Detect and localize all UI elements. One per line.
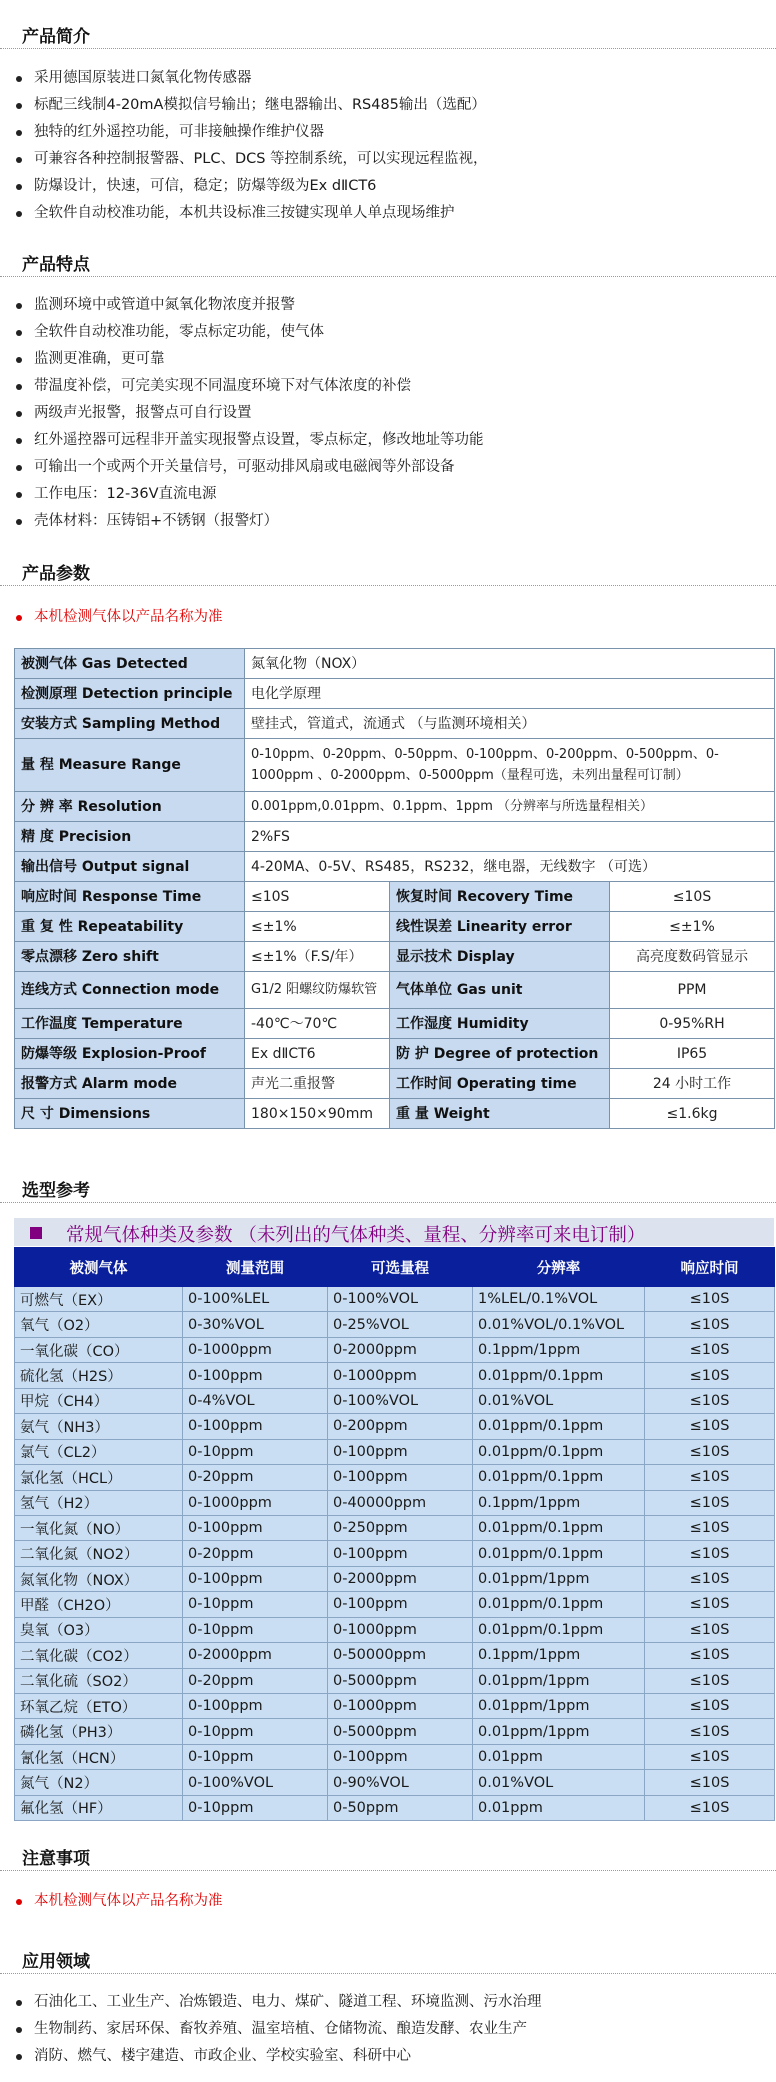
table-cell: 氮氧化物（NOX） [15,1566,183,1591]
table-row [15,1643,775,1668]
table-cell: 臭氧（O3） [15,1617,183,1642]
table-row [15,1039,775,1069]
gas-selection-table [14,1247,775,1821]
table-cell: 氟化氢（HF） [15,1795,183,1820]
param-value: ≤±1% [245,912,390,942]
column-header: 被测气体 [15,1248,183,1287]
table-cell: 0.01ppm/0.1ppm [473,1414,645,1439]
param-label: 重 量 Weight [390,1099,610,1129]
table-cell: 0-10ppm [183,1719,328,1744]
table-cell: 氢气（H2） [15,1490,183,1515]
intro-heading: 产品简介 [0,18,776,49]
table-row [15,1566,775,1591]
notice-list [0,1888,776,1915]
table-cell: 0.01ppm/1ppm [473,1694,645,1719]
table-cell: 0-20ppm [183,1465,328,1490]
param-value: IP65 [610,1039,775,1069]
table-cell: ≤10S [645,1439,775,1464]
table-cell: 0.01ppm/0.1ppm [473,1617,645,1642]
table-cell: 0-100ppm [183,1515,328,1540]
table-cell: 0-2000ppm [183,1643,328,1668]
table-row [15,1388,775,1413]
param-value: G1/2 阳螺纹防爆软管 [245,972,390,1009]
applications-heading: 应用领域 [0,1943,776,1974]
param-label: 防 护 Degree of protection [390,1039,610,1069]
table-row [15,792,775,822]
table-cell: 0.01ppm/1ppm [473,1668,645,1693]
table-cell: 0-100ppm [328,1465,473,1490]
table-row [15,942,775,972]
table-cell: 0-100%LEL [183,1287,328,1312]
param-value: 4-20MA、0-5V、RS485，RS232，继电器，无线数字 （可选） [245,852,775,882]
param-label: 输出信号 Output signal [15,852,245,882]
table-cell: 0-25%VOL [328,1312,473,1337]
table-cell: 0-100ppm [328,1439,473,1464]
table-cell: 二氧化氮（NO2） [15,1541,183,1566]
list-item: 壳体材料：压铸铝+不锈钢（报警灯） [0,508,776,535]
table-row [15,709,775,739]
table-cell: 0-100ppm [183,1566,328,1591]
table-header-row [15,1248,775,1287]
param-value: 壁挂式，管道式，流通式 （与监测环境相关） [245,709,775,739]
list-item: 防爆设计，快速，可信，稳定；防爆等级为Ex dⅡCT6 [0,173,776,200]
table-cell: 1%LEL/0.1%VOL [473,1287,645,1312]
table-row [15,1490,775,1515]
intro-list [0,65,776,227]
table-cell: ≤10S [645,1668,775,1693]
table-cell: 0.01ppm/0.1ppm [473,1515,645,1540]
list-item: 两级声光报警，报警点可自行设置 [0,400,776,427]
param-value: ≤10S [610,882,775,912]
param-label: 尺 寸 Dimensions [15,1099,245,1129]
table-row [15,1099,775,1129]
applications-list [0,1989,776,2070]
table-row [15,1592,775,1617]
column-header: 分辨率 [473,1248,645,1287]
table-row [15,649,775,679]
table-cell: 硫化氢（H2S） [15,1363,183,1388]
table-cell: 一氧化氮（NO） [15,1515,183,1540]
table-cell: 氰化氢（HCN） [15,1744,183,1769]
table-cell: 0-100ppm [328,1744,473,1769]
param-label: 响应时间 Response Time [15,882,245,912]
column-header: 响应时间 [645,1248,775,1287]
column-header: 可选量程 [328,1248,473,1287]
table-cell: 0-250ppm [328,1515,473,1540]
table-row [15,822,775,852]
param-label: 精 度 Precision [15,822,245,852]
param-label: 分 辨 率 Resolution [15,792,245,822]
table-cell: 0-2000ppm [328,1566,473,1591]
param-value: PPM [610,972,775,1009]
square-bullet-icon [30,1227,42,1239]
table-cell: 0-100ppm [183,1363,328,1388]
table-cell: 0-100%VOL [183,1770,328,1795]
list-item: 带温度补偿，可完美实现不同温度环境下对气体浓度的补偿 [0,373,776,400]
table-cell: 0-10ppm [183,1439,328,1464]
table-cell: 氨气（NH3） [15,1414,183,1439]
table-cell: 0-1000ppm [183,1490,328,1515]
param-label: 被测气体 Gas Detected [15,649,245,679]
table-cell: 0-40000ppm [328,1490,473,1515]
table-cell: 0-20ppm [183,1668,328,1693]
notice-item: 本机检测气体以产品名称为准 [0,1888,776,1915]
table-row [15,972,775,1009]
table-cell: ≤10S [645,1312,775,1337]
param-label: 报警方式 Alarm mode [15,1069,245,1099]
param-label: 安装方式 Sampling Method [15,709,245,739]
list-item: 独特的红外遥控功能，可非接触操作维护仪器 [0,119,776,146]
table-cell: ≤10S [645,1694,775,1719]
list-item: 可输出一个或两个开关量信号，可驱动排风扇或电磁阀等外部设备 [0,454,776,481]
param-label: 工作时间 Operating time [390,1069,610,1099]
table-cell: 0-50000ppm [328,1643,473,1668]
list-item: 生物制药、家居环保、畜牧养殖、温室培植、仓储物流、酿造发酵、农业生产 [0,2016,776,2043]
table-cell: 0-100ppm [183,1414,328,1439]
table-cell: 0-20ppm [183,1541,328,1566]
table-cell: 0.01ppm [473,1795,645,1820]
table-cell: 0-10ppm [183,1744,328,1769]
table-cell: 0.01ppm/0.1ppm [473,1592,645,1617]
param-label: 线性误差 Linearity error [390,912,610,942]
table-cell: 0-100%VOL [328,1388,473,1413]
note-item: 本机检测气体以产品名称为准 [0,604,776,631]
list-item: 全软件自动校准功能，本机共设标准三按键实现单人单点现场维护 [0,200,776,227]
table-row [15,1337,775,1362]
table-row [15,1668,775,1693]
table-cell: 可燃气（EX） [15,1287,183,1312]
table-cell: ≤10S [645,1592,775,1617]
param-label: 检测原理 Detection principle [15,679,245,709]
table-cell: 0.01ppm/1ppm [473,1566,645,1591]
table-cell: 二氧化碳（CO2） [15,1643,183,1668]
table-row [15,1719,775,1744]
param-label: 零点漂移 Zero shift [15,942,245,972]
table-row [15,1414,775,1439]
table-row [15,1541,775,1566]
list-item: 采用德国原装进口氮氧化物传感器 [0,65,776,92]
table-cell: 0.1ppm/1ppm [473,1643,645,1668]
table-row [15,852,775,882]
table-cell: ≤10S [645,1465,775,1490]
list-item: 监测环境中或管道中氮氧化物浓度并报警 [0,292,776,319]
table-cell: 0.01%VOL [473,1770,645,1795]
table-cell: 一氧化碳（CO） [15,1337,183,1362]
table-cell: ≤10S [645,1541,775,1566]
table-cell: 氧气（O2） [15,1312,183,1337]
table-cell: ≤10S [645,1388,775,1413]
table-cell: 0-50ppm [328,1795,473,1820]
param-label: 工作湿度 Humidity [390,1009,610,1039]
gas-table-body [15,1287,775,1821]
table-cell: 0-100%VOL [328,1287,473,1312]
table-cell: 0-5000ppm [328,1668,473,1693]
table-row [15,1465,775,1490]
param-value: 声光二重报警 [245,1069,390,1099]
features-heading: 产品特点 [0,246,776,277]
table-cell: 磷化氢（PH3） [15,1719,183,1744]
banner-text: 常规气体种类及参数 （未列出的气体种类、量程、分辨率可来电订制） [66,1225,646,1246]
param-value: 0-95%RH [610,1009,775,1039]
table-row [15,912,775,942]
table-row [15,1287,775,1312]
table-cell: ≤10S [645,1566,775,1591]
param-value: 0.001ppm,0.01ppm、0.1ppm、1ppm （分辨率与所选量程相关） [245,792,775,822]
table-cell: 0.1ppm/1ppm [473,1490,645,1515]
table-row [15,1312,775,1337]
table-cell: ≤10S [645,1287,775,1312]
table-cell: 0-100ppm [328,1592,473,1617]
param-value: 氮氧化物（NOX） [245,649,775,679]
list-item: 可兼容各种控制报警器、PLC、DCS 等控制系统，可以实现远程监视， [0,146,776,173]
table-cell: 氯气（CL2） [15,1439,183,1464]
table-cell: 0-100ppm [183,1694,328,1719]
table-cell: 0.01ppm [473,1744,645,1769]
notice-heading: 注意事项 [0,1840,776,1871]
table-row [15,1617,775,1642]
table-cell: ≤10S [645,1490,775,1515]
list-item: 工作电压：12-36V直流电源 [0,481,776,508]
table-cell: 0.01%VOL/0.1%VOL [473,1312,645,1337]
table-cell: 0-10ppm [183,1592,328,1617]
param-label: 恢复时间 Recovery Time [390,882,610,912]
table-cell: ≤10S [645,1719,775,1744]
table-row [15,739,775,792]
table-cell: 甲烷（CH4） [15,1388,183,1413]
param-value: 2%FS [245,822,775,852]
param-value: Ex dⅡCT6 [245,1039,390,1069]
table-cell: 0.01ppm/0.1ppm [473,1439,645,1464]
table-cell: ≤10S [645,1414,775,1439]
param-label: 重 复 性 Repeatability [15,912,245,942]
param-label: 防爆等级 Explosion-Proof [15,1039,245,1069]
table-row [15,1069,775,1099]
table-cell: ≤10S [645,1795,775,1820]
table-cell: 0-200ppm [328,1414,473,1439]
list-item: 全软件自动校准功能，零点标定功能，使气体 [0,319,776,346]
param-value: ≤±1%（F.S/年） [245,942,390,972]
table-cell: 二氧化硫（SO2） [15,1668,183,1693]
table-cell: ≤10S [645,1744,775,1769]
table-row [15,1770,775,1795]
selection-heading: 选型参考 [0,1172,776,1203]
param-value: 24 小时工作 [610,1069,775,1099]
table-cell: 0-5000ppm [328,1719,473,1744]
table-cell: 环氧乙烷（ETO） [15,1694,183,1719]
table-cell: ≤10S [645,1363,775,1388]
param-label: 显示技术 Display [390,942,610,972]
table-cell: 甲醛（CH2O） [15,1592,183,1617]
table-cell: 0.01%VOL [473,1388,645,1413]
list-item: 监测更准确，更可靠 [0,346,776,373]
table-cell: 0-1000ppm [183,1337,328,1362]
table-cell: 0-10ppm [183,1617,328,1642]
selection-banner [14,1218,774,1246]
table-row [15,1744,775,1769]
param-value: ≤10S [245,882,390,912]
table-cell: 0.1ppm/1ppm [473,1337,645,1362]
params-note [0,604,776,631]
param-value: ≤±1% [610,912,775,942]
column-header: 测量范围 [183,1248,328,1287]
table-row [15,1009,775,1039]
list-item: 红外遥控器可远程非开盖实现报警点设置，零点标定，修改地址等功能 [0,427,776,454]
param-value: ≤1.6kg [610,1099,775,1129]
table-row [15,882,775,912]
table-cell: ≤10S [645,1515,775,1540]
params-heading: 产品参数 [0,555,776,586]
param-value: 电化学原理 [245,679,775,709]
features-list [0,292,776,535]
table-cell: 0.01ppm/0.1ppm [473,1363,645,1388]
param-label: 气体单位 Gas unit [390,972,610,1009]
table-cell: ≤10S [645,1770,775,1795]
table-cell: 0-2000ppm [328,1337,473,1362]
param-label: 工作温度 Temperature [15,1009,245,1039]
table-cell: ≤10S [645,1337,775,1362]
table-cell: ≤10S [645,1643,775,1668]
table-cell: 0-4%VOL [183,1388,328,1413]
table-cell: 0.01ppm/0.1ppm [473,1541,645,1566]
param-value: 高亮度数码管显示 [610,942,775,972]
table-cell: 0-30%VOL [183,1312,328,1337]
table-cell: 0-1000ppm [328,1694,473,1719]
param-value: 180×150×90mm [245,1099,390,1129]
param-value: -40℃～70℃ [245,1009,390,1039]
table-cell: 0-1000ppm [328,1363,473,1388]
table-cell: 氮气（N2） [15,1770,183,1795]
list-item: 标配三线制4-20mA模拟信号输出；继电器输出、RS485输出（选配） [0,92,776,119]
table-row [15,1439,775,1464]
param-label: 量 程 Measure Range [15,739,245,792]
table-cell: 氯化氢（HCL） [15,1465,183,1490]
table-row [15,1515,775,1540]
table-cell: ≤10S [645,1617,775,1642]
table-cell: 0.01ppm/1ppm [473,1719,645,1744]
table-cell: 0-90%VOL [328,1770,473,1795]
table-cell: 0-100ppm [328,1541,473,1566]
table-cell: 0.01ppm/0.1ppm [473,1465,645,1490]
param-label: 连线方式 Connection mode [15,972,245,1009]
list-item: 石油化工、工业生产、冶炼锻造、电力、煤矿、隧道工程、环境监测、污水治理 [0,1989,776,2016]
parameter-table [14,648,775,1129]
table-row [15,1795,775,1820]
table-row [15,1363,775,1388]
table-row [15,1694,775,1719]
list-item: 消防、燃气、楼宇建造、市政企业、学校实验室、科研中心 [0,2043,776,2070]
table-cell: 0-1000ppm [328,1617,473,1642]
table-cell: 0-10ppm [183,1795,328,1820]
param-value: 0-10ppm、0-20ppm、0-50ppm、0-100ppm、0-200ppm、0-500ppm、0-1000ppm 、0-2000ppm、0-5000ppm（量程可选，未列出量程可订制） [245,739,775,792]
table-row [15,679,775,709]
